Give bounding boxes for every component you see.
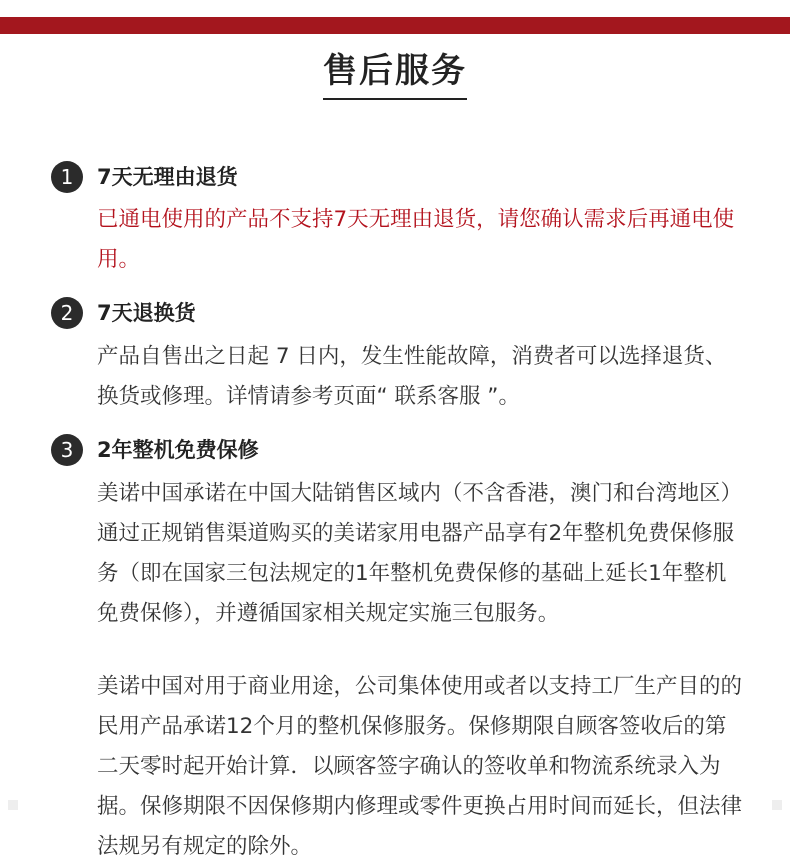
- page-title: [0, 50, 790, 100]
- decorative-marker: [772, 800, 782, 810]
- section-paragraph: 产品自售出之日起 7 日内，发生性能故障，消费者可以选择退货、换货或修理。详情请参考页面“ 联系客服 ”。: [97, 344, 727, 409]
- section-number-badge: 3: [51, 434, 83, 466]
- section-title: 7天无理由退货: [97, 165, 238, 189]
- top-accent-bar: [0, 17, 790, 34]
- page-title-text: 售后服务: [323, 50, 467, 100]
- section-number-badge: 2: [51, 297, 83, 329]
- section-paragraph: 美诺中国承诺在中国大陆销售区域内（不含香港，澳门和台湾地区）通过正规销售渠道购买的美诺家用电器产品享有2年整机免费保修服务（即在国家三包法规定的1年整机免费保修的基础上延长1年整机免费保修），并遵循国家相关规定实施三包服务。: [97, 481, 743, 626]
- section-paragraph: 美诺中国对用于商业用途，公司集体使用或者以支持工厂生产目的的民用产品承诺12个月的整机保修服务。保修期限自顾客签收后的第二天零时起开始计算．以顾客签字确认的签收单和物流系统录入为据。保修期限不因保修期内修理或零件更换占用时间而延长，但法律法规另有规定的除外。: [97, 674, 743, 859]
- section-paragraph: 已通电使用的产品不支持7天无理由退货，请您确认需求后再通电使用。: [97, 207, 735, 272]
- section-number-badge: 1: [51, 161, 83, 193]
- decorative-marker: [8, 800, 18, 810]
- section-title: 7天退换货: [97, 301, 196, 325]
- section-title: 2年整机免费保修: [97, 438, 259, 462]
